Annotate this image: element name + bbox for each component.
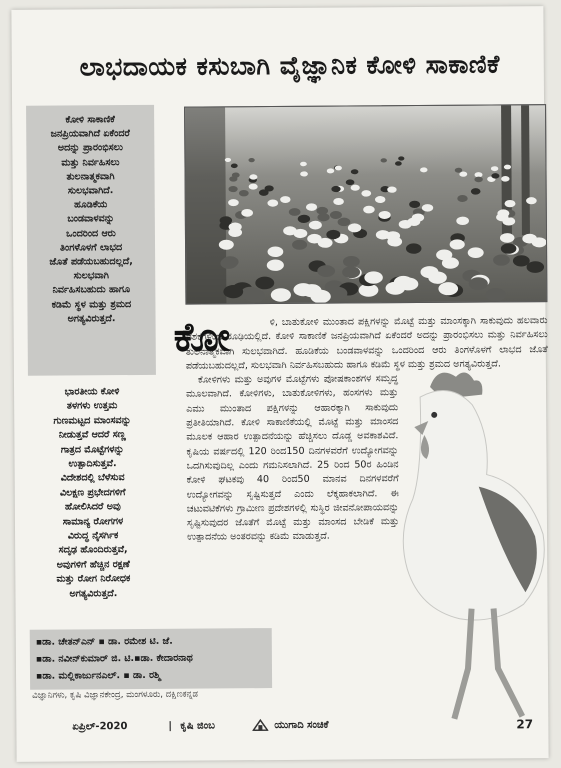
sidebar-line: ಸದೃಢ ಹೊಂದಿರುತ್ತವೆ, [58, 544, 128, 557]
magazine-logo-icon [252, 718, 268, 732]
highlight-box-2 [28, 379, 158, 628]
sidebar-line: ತುಲನಾತ್ಮಕವಾಗಿ [66, 170, 115, 183]
page-footer [72, 712, 542, 739]
chicken-flock-image [185, 105, 546, 304]
sidebar-line: ಸುಲಭವಾಗಿ [73, 270, 109, 282]
paragraph-2: ಕೋಳಿಗಳು ಮತ್ತು ಅವುಗಳ ಮೊಟ್ಟೆಗಳು ಪೋಷಕಾಂಶಗಳ ಸಮೃದ್ಧ ಮೂಲವಾಗಿದೆ. ಕೋಳಿಗಳು, ಬಾತುಕೋಳಿಗಳು, ಹಂಸಗಳು ಮತ್ತು ಎಮು ಮುಂತಾದ ಪಕ್ಷಿಗಳನ್ನು ಆಹಾರಕ್ಕಾಗಿ ಸಾಕುವುದು ಪ್ರತೀತಿಯಾಗಿದೆ. ಕೋಳಿ ಸಾಕಾಣಿಕೆಯಲ್ಲಿ ಮೊಟ್ಟೆ ಮತ್ತು ಮಾಂಸದ ಮೂಲಕ ಆಹಾರ ಉತ್ಪಾದನೆಯನ್ನು ಹೆಚ್ಚಿಸಲು ದೊಡ್ಡ ಅವಕಾಶವಿದೆ. ಕೃಷಿಯ ವರ್ಷದಲ್ಲಿ 120 ರಿಂದ150 ದಿನಗಳವರೆಗೆ ಉದ್ಯೋಗವನ್ನು ಒದಗಿಸುವುದಿಲ್ಲ ಎಂದು ಗಮನಿಸಲಾಗಿದೆ. 25 ರಿಂದ 50ರ ಹಿಂಡಿನ ಕೋಳಿ ಘಟಕವು 40 ರಿಂದ50 ಮಾನವ ದಿನಗಳವರೆಗೆ ಉದ್ಯೋಗವನ್ನು ಸೃಷ್ಟಿಸುತ್ತದೆ ಎಂದು ಲೆಕ್ಕಹಾಕಲಾಗಿದೆ. ಈ ಚಟುವಟಿಕೆಗಳು ಗ್ರಾಮೀಣ ಪ್ರದೇಶಗಳಲ್ಲಿ ಸುಸ್ಥಿರ ಜೀವನೋಪಾಯವನ್ನು ಸೃಷ್ಟಿಸುವುದರ ಜೊತೆಗೆ ಮೊಟ್ಟೆ ಮತ್ತು ಮಾಂಸದ ಬೇಡಿಕೆ ಮತ್ತು ಉತ್ಪಾದನೆಯ ಅಂತರವನ್ನು ಕಡಿಮೆ ಮಾಡುತ್ತದೆ. [186, 373, 400, 544]
highlight-box-1 [26, 105, 156, 376]
sidebar-line: ನೀಡುತ್ತವೆ ಆದರೆ ಸಣ್ಣ [58, 429, 126, 441]
footer-separator: | [168, 720, 173, 732]
drop-cap: ಕೋ [173, 314, 233, 361]
sidebar-line: ಸುಲಭವಾಗಿದೆ. [67, 185, 114, 197]
sidebar-line: ಗಾತ್ರದ ಮೊಟ್ಟೆಗಳನ್ನು [60, 443, 125, 456]
sidebar-line: ವಿರುದ್ಧ ನೈಸರ್ಗಿಕ [67, 530, 119, 542]
sidebar-line: ಜನಪ್ರಿಯವಾಗಿದೆ ಏಕೆಂದರೆ [50, 128, 130, 140]
magazine-page [11, 6, 548, 762]
author-line-3: ▪ಡಾ. ಮಲ್ಲಿಕಾರ್ಜುನ‌ಎಲ್. ▪ ಡಾ. ರಶ್ಮಿ [35, 669, 161, 682]
author-affiliation: ವಿಜ್ಞಾನಿಗಳು, ಕೃಷಿ ವಿಜ್ಞಾನಕೇಂದ್ರ, ಮಂಗಳೂರು, ದಕ್ಷಿಣಕನ್ನಡ [32, 689, 199, 701]
sidebar-line: ಮತ್ತು ರೋಗ ನಿರೋಧಕ [56, 573, 131, 585]
page-number: 27 [516, 717, 534, 732]
sidebar-line: ಗುಣಮಟ್ಟದ ಮಾಂಸವನ್ನು [53, 414, 132, 427]
sidebar-line: ಕೋಳಿ ಸಾಕಾಣಿಕೆ [65, 114, 115, 126]
sidebar-line: ಅದನ್ನು ಪ್ರಾರಂಭಿಸಲು [57, 142, 123, 154]
sidebar-line: ಜೊತೆ ಪಡೆಯಬಹುದಲ್ಲದೆ, [49, 256, 133, 268]
article-title: ಲಾಭದಾಯಕ ಕಸುಬಾಗಿ ವೈಜ್ಞಾನಿಕ ಕೋಳಿ ಸಾಕಾಣಿಕೆ [79, 49, 500, 82]
sidebar-line: ಹೂಡಿಕೆಯ [74, 199, 108, 211]
authors-box [30, 628, 272, 690]
sidebar-line: ಮತ್ತು ನಿರ್ವಹಿಸಲು [61, 156, 120, 169]
sidebar-line: ಅಗತ್ಯವಿರುತ್ತದೆ. [69, 587, 118, 600]
sidebar-line: ಕಡಿಮೆ ಸ್ಥಳ ಮತ್ತು ಶ್ರಮದ [51, 298, 132, 311]
sidebar-line: ಅವುಗಳಿಗೆ ಹೆಚ್ಚಿನ ರಕ್ಷಣೆ [56, 558, 130, 571]
paragraph-1: ಳಿ, ಬಾತುಕೋಳಿ ಮುಂತಾದ ಪಕ್ಷಿಗಳನ್ನು ಮೊಟ್ಟೆ ಮತ್ತು ಮಾಂಸಕ್ಕಾಗಿ ಸಾಕುವುದು ಹಲವಾರು ದಶಕಗಳಿಂದ ರೂಢಿಯಲ್ಲಿದೆ. ಕೋಳಿ ಸಾಕಾಣಿಕೆ ಜನಪ್ರಿಯವಾಗಿದೆ ಏಕೆಂದರೆ ಅದನ್ನು ಪ್ರಾರಂಭಿಸಲು ಮತ್ತು ನಿರ್ವಹಿಸಲು ತುಲನಾತ್ಮಕವಾಗಿ ಸುಲಭವಾಗಿದೆ. ಹೂಡಿಕೆಯ ಬಂಡವಾಳವನ್ನು ಒಂದರಿಂದ ಆರು ತಿಂಗಳೊಳಗೆ ಲಾಭದ ಜೊತೆ ಪಡೆಯಬಹುದಲ್ಲದೆ, ಸುಲಭವಾಗಿ ನಿರ್ವಹಿಸಬಹುದು ಹಾಗೂ ಕಡಿಮೆ ಸ್ಥಳ ಮತ್ತು ಶ್ರಮದ ಅಗತ್ಯವಿರುತ್ತದೆ. [185, 315, 548, 372]
sidebar-line: ನಿರ್ವಹಿಸಬಹುದು ಹಾಗೂ [52, 284, 131, 297]
sidebar-line: ತಳಗಳು ಉತ್ತಮ [66, 400, 118, 412]
sidebar-line: ಬಂಡವಾಳವನ್ನು [67, 213, 115, 225]
author-line-2: ▪ಡಾ. ನವೀನ್‌ಕುಮಾರ್ ಜಿ. ಟಿ.▪ಡಾ. ಕೇದಾರನಾಥ [35, 652, 193, 665]
poultry-farm-photo [184, 104, 547, 305]
footer-magazine-name: ಕೃಷಿ ಜಿಂಬ [180, 720, 215, 732]
author-line-1: ▪ಡಾ. ಚೇತನ್‌ಎನ್ ▪ ಡಾ. ರಮೇಶ ಟಿ. ಜೆ. [35, 635, 173, 648]
footer-issue: ಯುಗಾದಿ ಸಂಚಿಕೆ [274, 719, 329, 732]
sidebar-line: ಹೋಲಿಸಿದರೆ ಅವು [64, 501, 121, 513]
sidebar-line: ವಿದೇಶದಲ್ಲಿ ಬೆಳೆಸುವ [60, 472, 125, 484]
rooster-illustration [390, 356, 553, 727]
sidebar-line: ಒಂದರಿಂದ ಆರು [66, 227, 116, 240]
sidebar-line: ಅಗತ್ಯವಿರುತ್ತದೆ. [67, 312, 116, 325]
sidebar-line: ಉತ್ಪಾದಿಸುತ್ತವೆ. [68, 458, 117, 470]
sidebar-line: ಭಾರತೀಯ ಕೋಳಿ [64, 386, 120, 398]
sidebar-line: ವಿಲಕ್ಷಣ ಪ್ರಭೇದಗಳಿಗೆ [59, 486, 126, 499]
sidebar-line: ತಿಂಗಳೊಳಗೆ ಲಾಭದ [59, 241, 123, 254]
sidebar-line: ಸಾಮಾನ್ಯ ರೋಗಗಳ [62, 515, 124, 528]
footer-month: ಏಪ್ರಿಲ್-2020 [72, 721, 128, 733]
